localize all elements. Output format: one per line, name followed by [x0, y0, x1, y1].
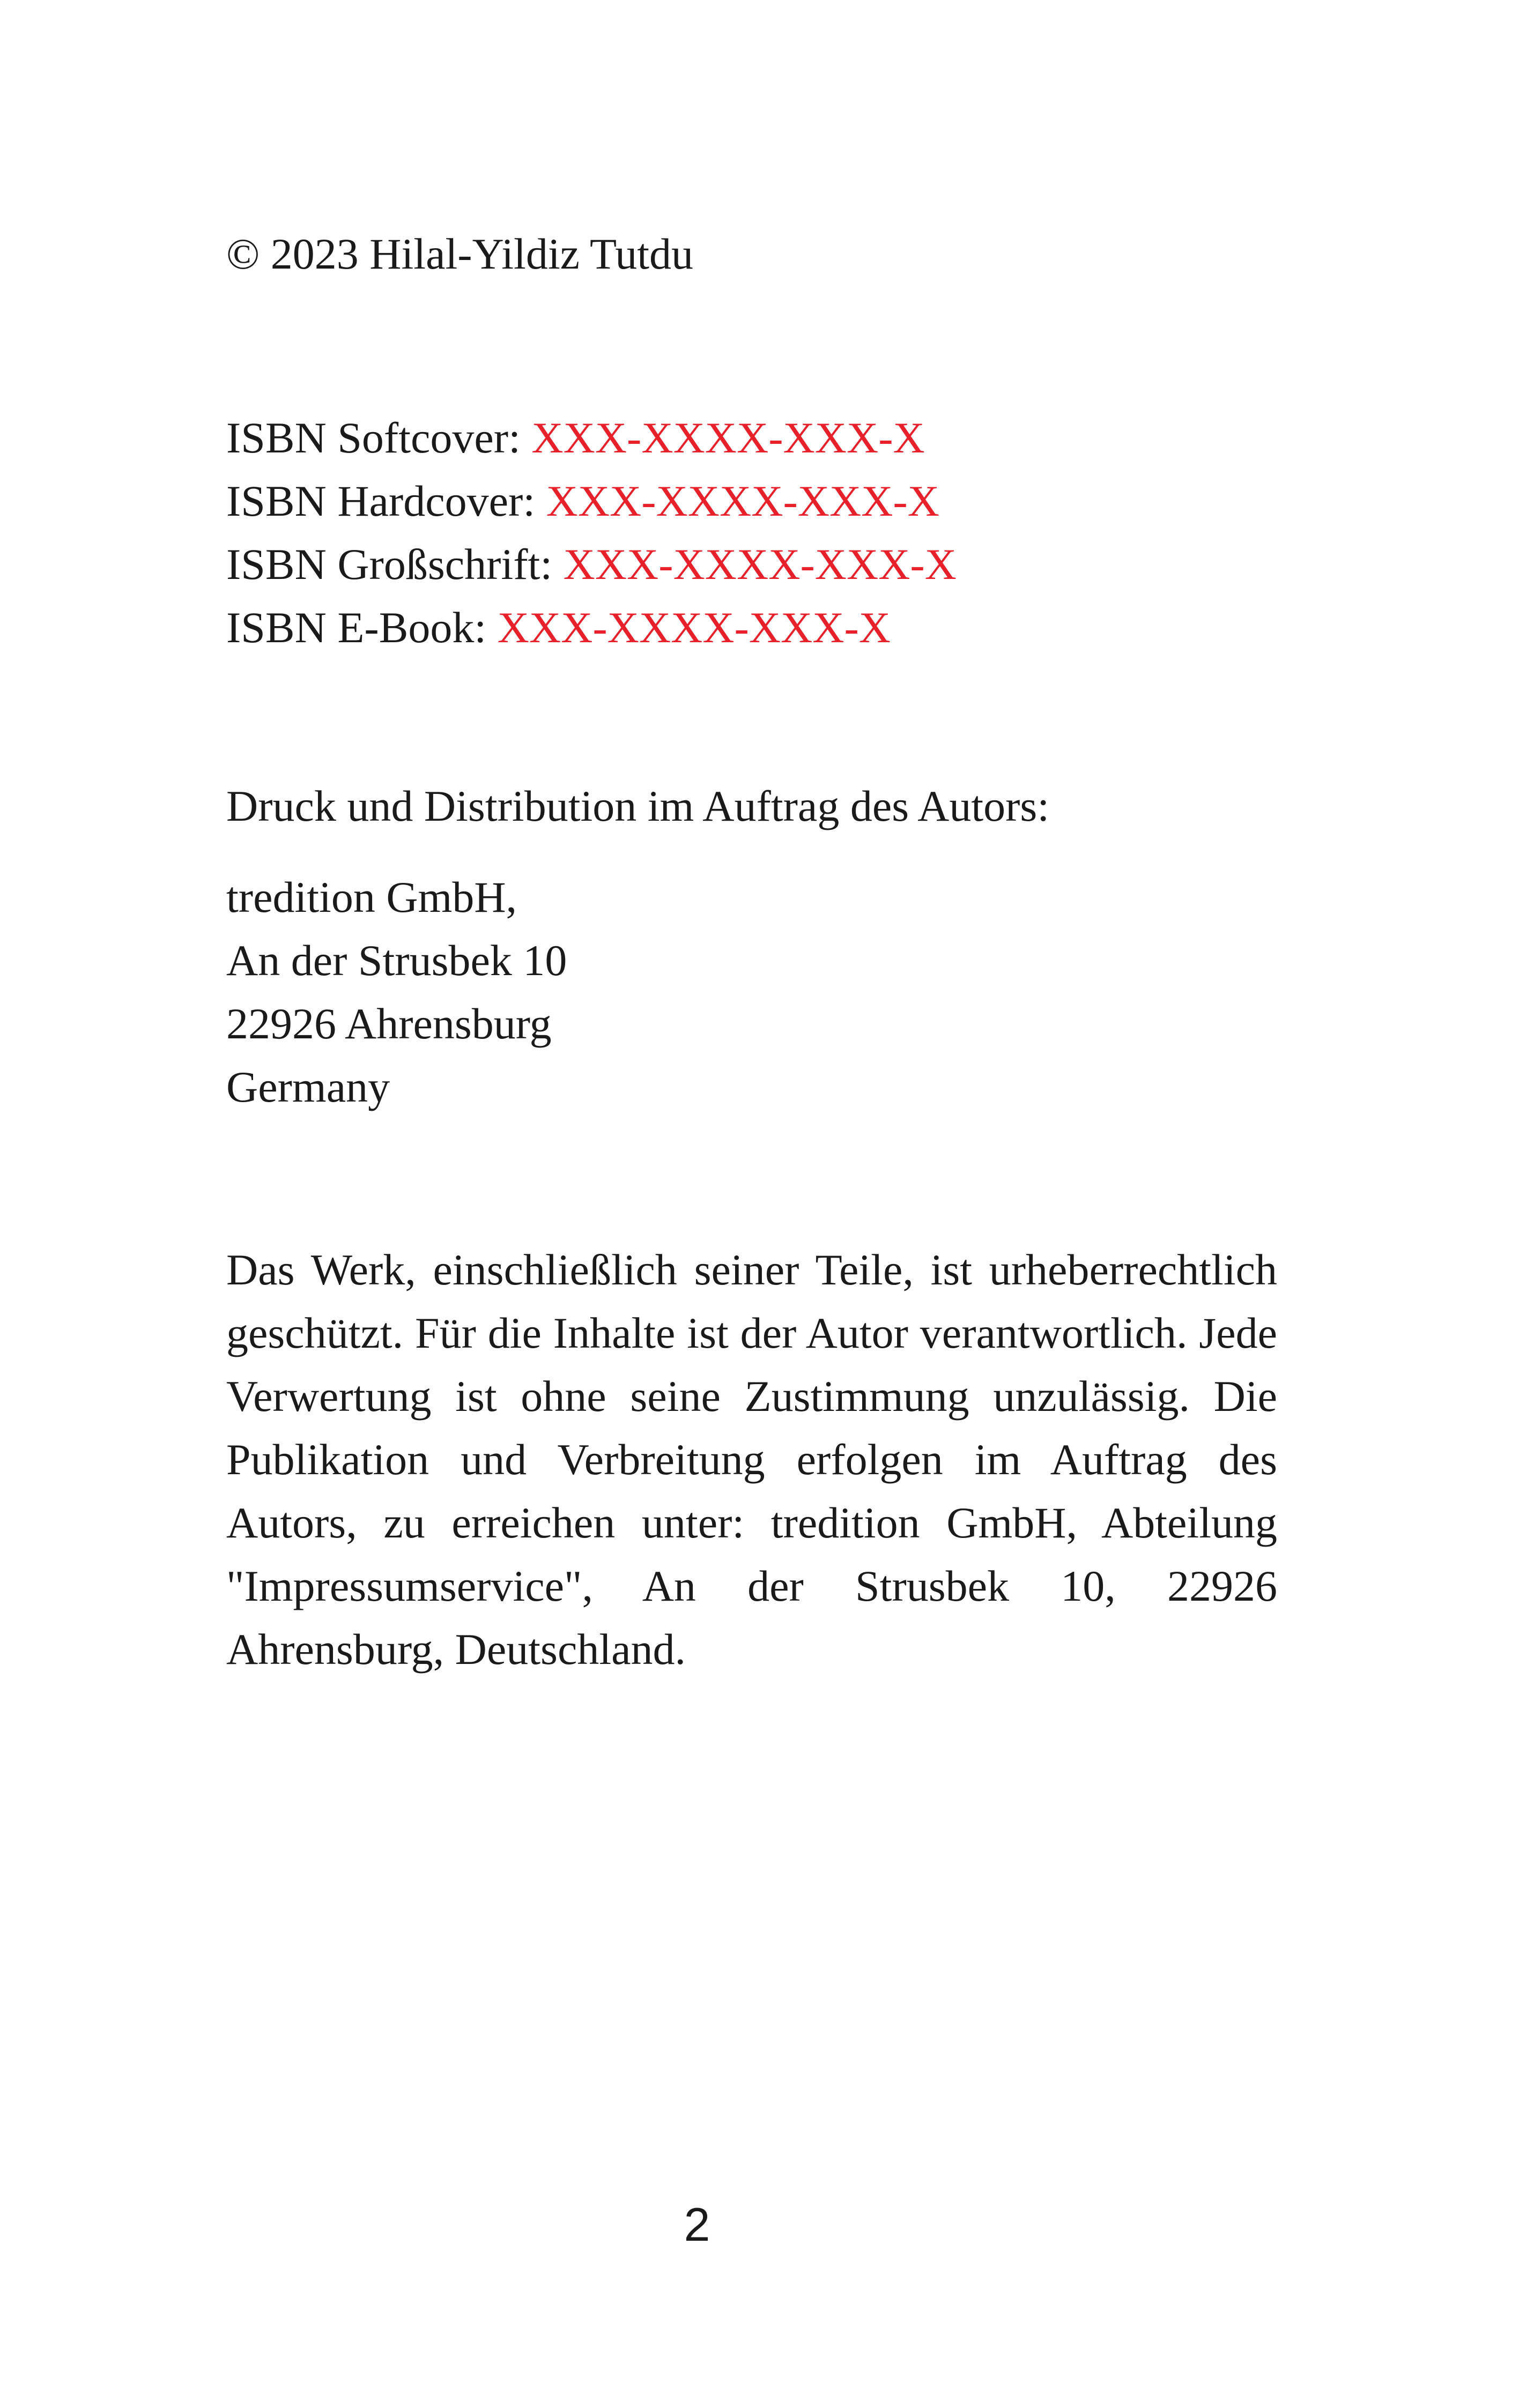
- isbn-label: ISBN Softcover:: [226, 413, 532, 462]
- isbn-softcover: [226, 406, 1277, 470]
- isbn-label: ISBN Großschrift:: [226, 540, 564, 589]
- isbn-hardcover: [226, 470, 1277, 533]
- address-line: Germany: [226, 1062, 390, 1111]
- isbn-ebook: [226, 596, 1277, 659]
- isbn-label: ISBN Hardcover:: [226, 477, 546, 525]
- address-line: An der Strusbek 10: [226, 936, 567, 985]
- page-number: 2: [684, 2198, 710, 2251]
- isbn-value: XXX-XXXX-XXX-X: [563, 540, 957, 589]
- legal-notice: Das Werk, einschließlich seiner Teile, ist urheberrechtlich geschützt. Für die Inhalte ist der Autor verantwortlich. Jede Verwertung ist ohne seine Zustimmung unzulässig. Die Publikation und Verbreitung erfolgen im Auftrag des Autors, zu erreichen unter: tredition GmbH, Abteilung "Impressumservice", An der Strusbek 10, 22926 Ahrensburg, Deutschland.: [226, 1245, 1277, 1674]
- isbn-value: XXX-XXXX-XXX-X: [546, 477, 939, 525]
- printer-address: [226, 866, 1277, 1119]
- isbn-list: [226, 406, 1277, 659]
- isbn-value: XXX-XXXX-XXX-X: [497, 603, 891, 652]
- isbn-label: ISBN E-Book:: [226, 603, 498, 652]
- printer-intro: Druck und Distribution im Auftrag des Autors:: [226, 782, 1050, 830]
- address-line: 22926 Ahrensburg: [226, 999, 552, 1048]
- isbn-large-print: [226, 533, 1277, 596]
- isbn-value: XXX-XXXX-XXX-X: [531, 413, 925, 462]
- copyright-notice: © 2023 Hilal-Yildiz Tutdu: [226, 229, 694, 278]
- address-line: tredition GmbH,: [226, 873, 517, 921]
